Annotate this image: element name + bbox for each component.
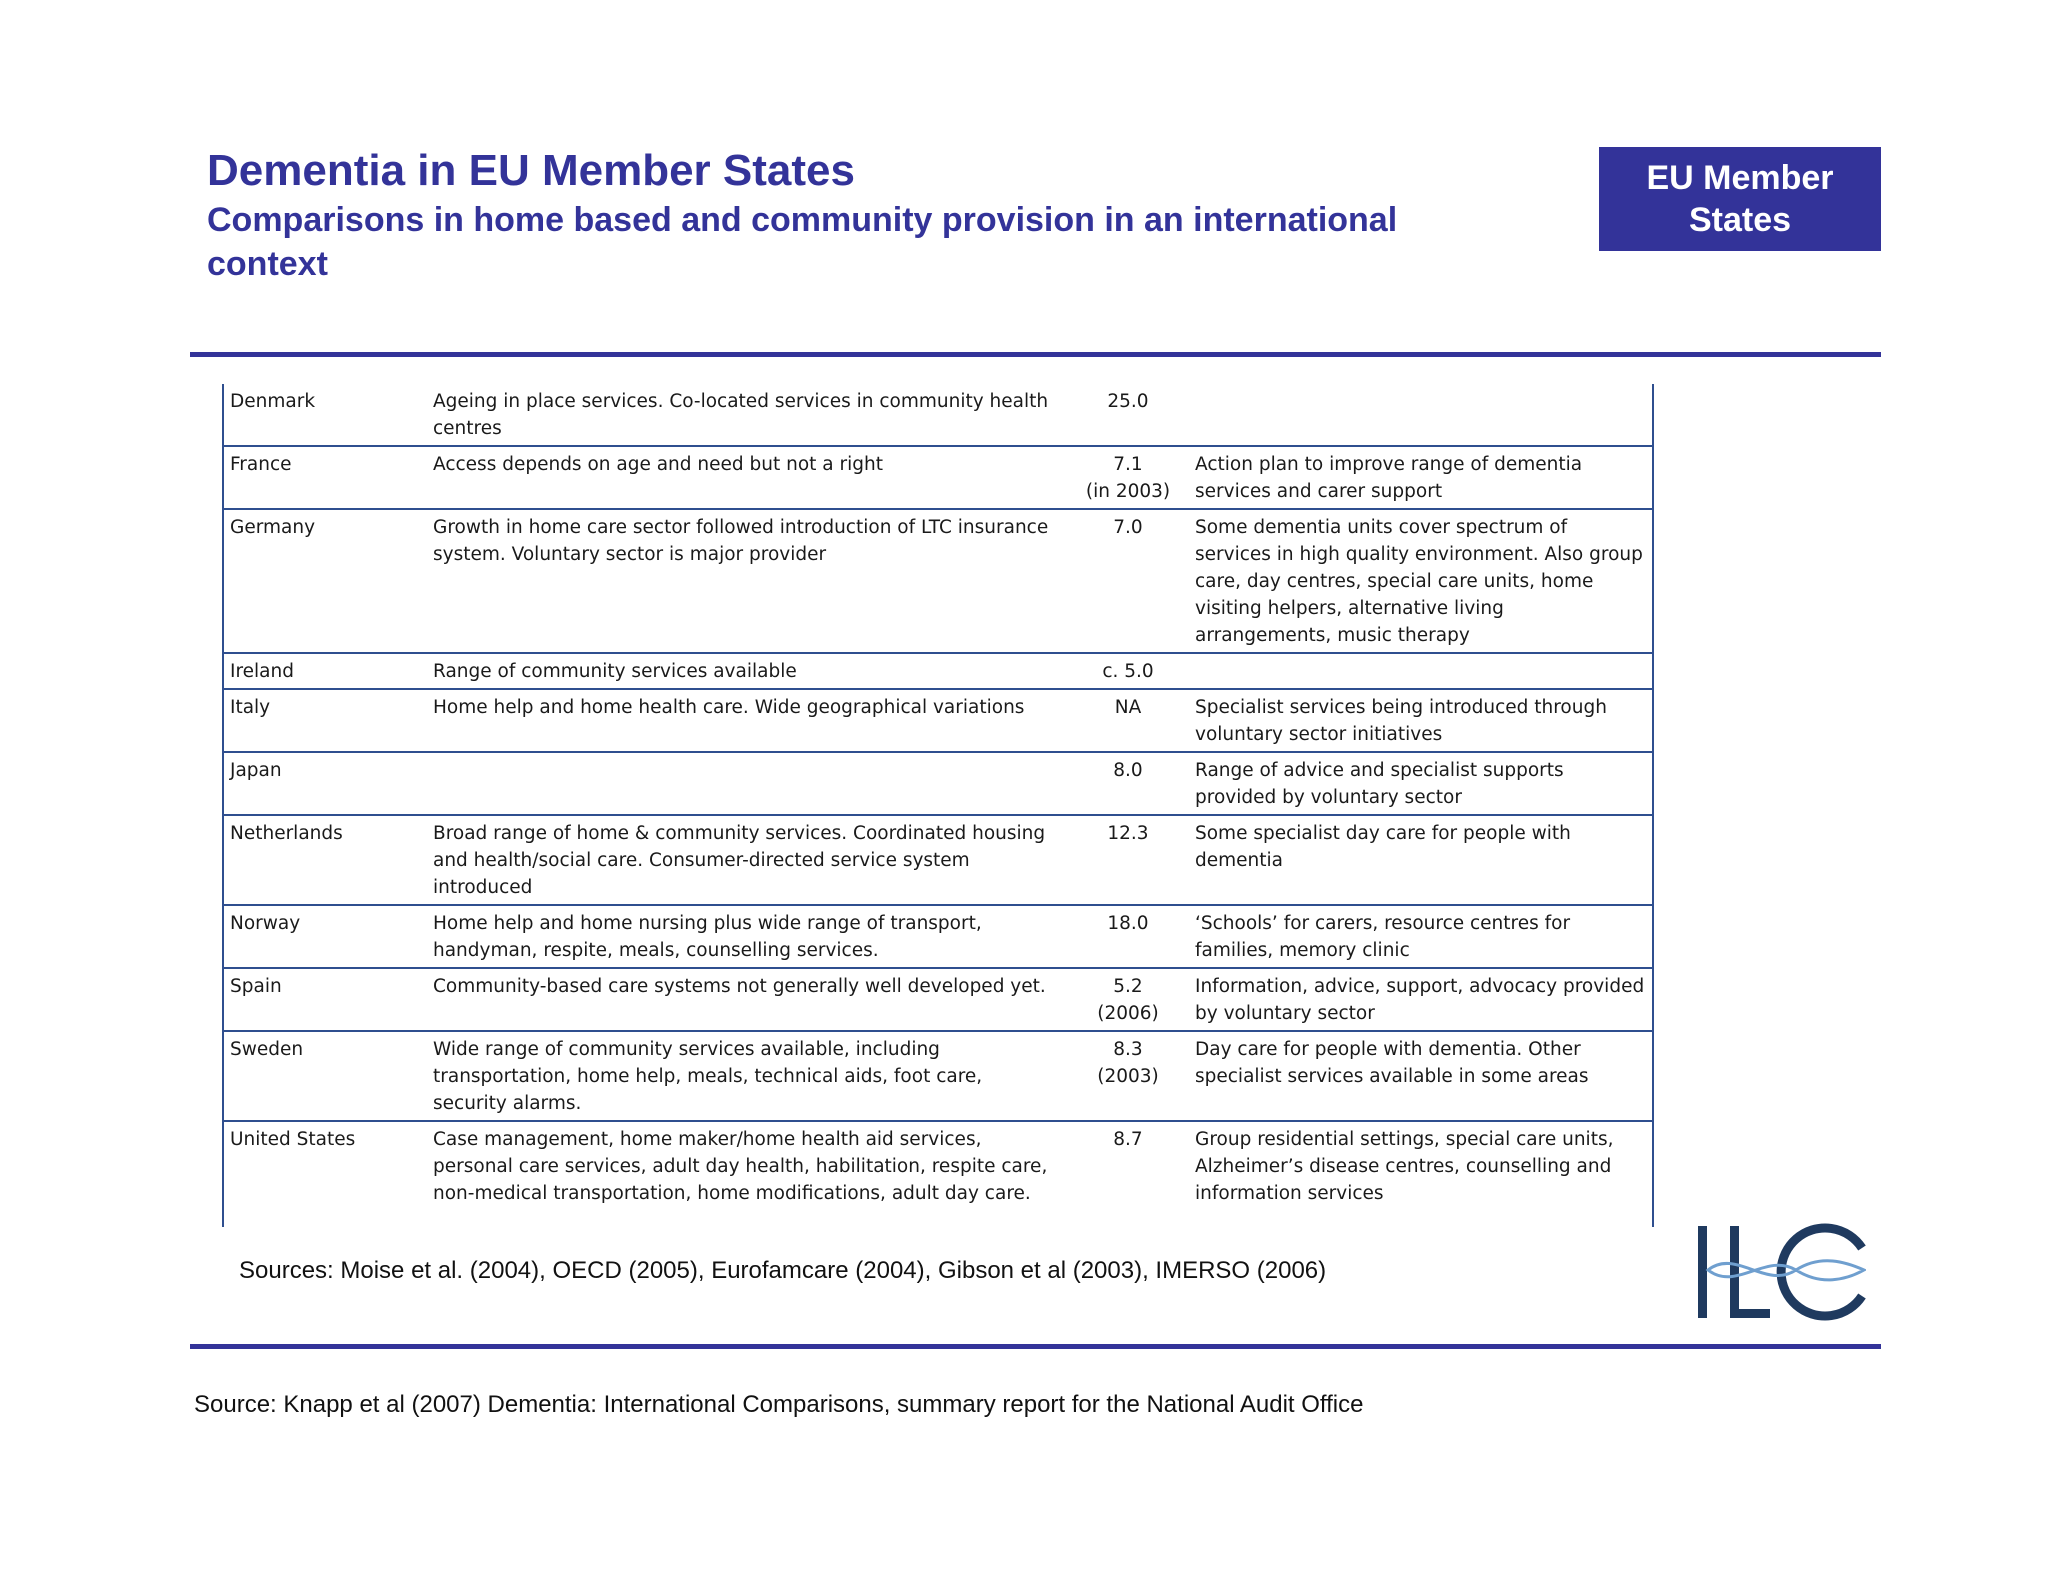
country-cell: France: [224, 446, 427, 509]
provision-cell: Growth in home care sector followed introduction of LTC insurance system. Voluntary sector is major provider: [427, 509, 1067, 653]
table-row: [224, 968, 1652, 1031]
specialist-cell: Group residential settings, special care units, Alzheimer’s disease centres, counselling and information services: [1195, 1129, 1614, 1204]
table-row: [224, 689, 1652, 752]
top-divider: [190, 352, 1881, 357]
provision-cell: Broad range of home & community services. Coordinated housing and health/social care. Consumer-directed service system introduced: [427, 815, 1067, 905]
provision-cell: [427, 752, 1067, 815]
specialist-cell: Specialist services being introduced through voluntary sector initiatives: [1189, 689, 1652, 752]
section-badge-label: EU Member States: [1646, 159, 1834, 239]
provision-cell: Case management, home maker/home health aid services, personal care services, adult day health, habilitation, respite care, non-medical transportation, home modifications, adult day care.: [433, 1129, 1048, 1204]
specialist-cell: Some specialist day care for people with dementia: [1189, 815, 1652, 905]
country-cell: Germany: [224, 509, 427, 653]
value-cell: [1067, 509, 1189, 653]
table-row: [224, 446, 1652, 509]
country-cell: United States: [230, 1129, 356, 1150]
table-row: [224, 653, 1652, 689]
value-cell: [1067, 752, 1189, 815]
specialist-cell: [1189, 653, 1652, 689]
provision-cell: Access depends on age and need but not a right: [427, 446, 1067, 509]
comparison-table: [222, 384, 1654, 1227]
bottom-divider: [190, 1344, 1881, 1349]
value: 12.3: [1107, 823, 1149, 844]
value-cell: [1067, 815, 1189, 905]
value-note: (2003): [1097, 1066, 1159, 1087]
value-cell: [1067, 1031, 1189, 1121]
value-note: (2006): [1097, 1003, 1159, 1024]
country-cell: Norway: [224, 905, 427, 968]
value-cell: [1067, 1121, 1189, 1210]
table-row: [224, 1121, 1652, 1210]
page-title: Dementia in EU Member States: [207, 146, 855, 195]
page-subtitle: Comparisons in home based and community provision in an international context: [207, 201, 1398, 283]
value: 7.0: [1113, 517, 1143, 538]
country-cell: Japan: [224, 752, 427, 815]
value-cell: [1067, 689, 1189, 752]
value-cell: [1067, 653, 1189, 689]
provision-cell: Ageing in place services. Co-located services in community health centres: [427, 384, 1067, 446]
country-cell: Italy: [224, 689, 427, 752]
value-cell: [1067, 384, 1189, 446]
specialist-cell: Day care for people with dementia. Other specialist services available in some areas: [1189, 1031, 1652, 1121]
value: 8.0: [1113, 760, 1143, 781]
provision-cell: Home help and home health care. Wide geographical variations: [427, 689, 1067, 752]
provision-cell: Community-based care systems not generally well developed yet.: [427, 968, 1067, 1031]
country-cell: Denmark: [224, 384, 427, 446]
table-row: [224, 905, 1652, 968]
value: 18.0: [1107, 913, 1149, 934]
value: c. 5.0: [1102, 661, 1154, 682]
sources-note: Sources: Moise et al. (2004), OECD (2005), Eurofamcare (2004), Gibson et al (2003), IMERSO (2006): [239, 1257, 1327, 1284]
specialist-cell: Information, advice, support, advocacy provided by voluntary sector: [1189, 968, 1652, 1031]
provision-cell: Wide range of community services available, including transportation, home help, meals, technical aids, foot care, security alarms.: [427, 1031, 1067, 1121]
table-row: [224, 815, 1652, 905]
country-cell: Sweden: [224, 1031, 427, 1121]
section-badge: [1599, 147, 1881, 251]
table-row: [224, 384, 1652, 446]
value: 8.3: [1113, 1039, 1143, 1060]
value: NA: [1114, 697, 1142, 718]
specialist-cell: Some dementia units cover spectrum of services in high quality environment. Also group care, day centres, special care units, home visiting helpers, alternative living arrangements, music therapy: [1189, 509, 1652, 653]
value: 8.7: [1113, 1129, 1143, 1150]
value-cell: [1067, 968, 1189, 1031]
provision-cell: Range of community services available: [427, 653, 1067, 689]
footer-source: Source: Knapp et al (2007) Dementia: International Comparisons, summary report for the National Audit Office: [194, 1391, 1364, 1418]
value: 25.0: [1107, 391, 1149, 412]
specialist-cell: [1189, 384, 1652, 446]
country-cell: Ireland: [224, 653, 427, 689]
specialist-cell: Action plan to improve range of dementia services and carer support: [1189, 446, 1652, 509]
table-row: [224, 752, 1652, 815]
table-row: [224, 509, 1652, 653]
value-cell: [1067, 446, 1189, 509]
value: 7.1: [1113, 454, 1143, 475]
provision-cell: Home help and home nursing plus wide range of transport, handyman, respite, meals, counselling services.: [427, 905, 1067, 968]
table-row: [224, 1031, 1652, 1121]
value-note: (in 2003): [1085, 481, 1171, 502]
value: 5.2: [1113, 976, 1143, 997]
value-cell: [1067, 905, 1189, 968]
ilc-logo-icon: [1696, 1218, 1866, 1322]
specialist-cell: Range of advice and specialist supports provided by voluntary sector: [1189, 752, 1652, 815]
country-cell: Netherlands: [224, 815, 427, 905]
specialist-cell: ‘Schools’ for carers, resource centres for families, memory clinic: [1189, 905, 1652, 968]
country-cell: Spain: [224, 968, 427, 1031]
